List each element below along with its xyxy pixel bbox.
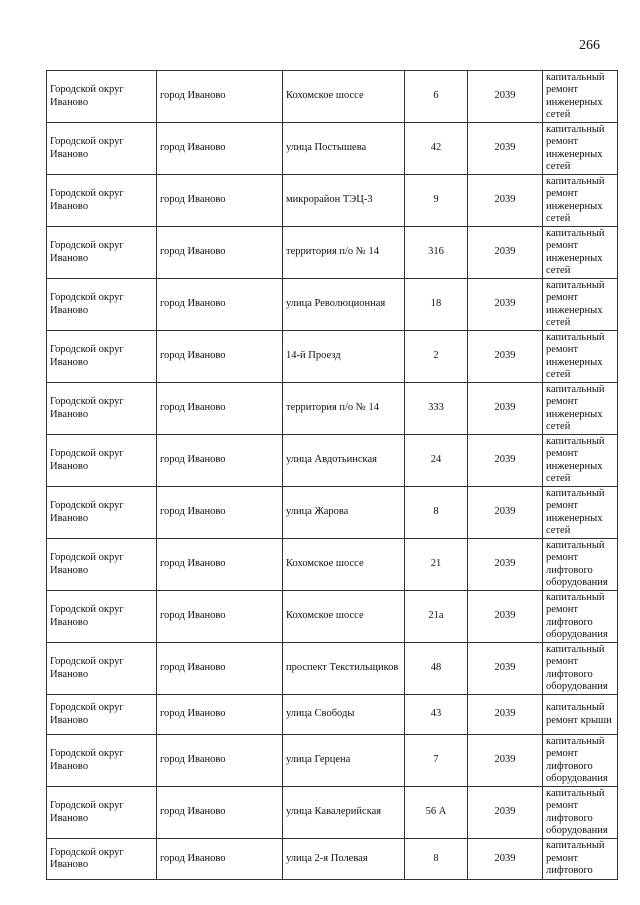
cell-street: улица Герцена <box>283 735 405 787</box>
page-number: 266 <box>579 38 600 53</box>
cell-street: улица Революционная <box>283 279 405 331</box>
cell-work: капитальный ремонт инженерных сетей <box>543 123 618 175</box>
table-row <box>47 123 618 175</box>
cell-work: капитальный ремонт инженерных сетей <box>543 71 618 123</box>
table-row <box>47 435 618 487</box>
cell-street: микрорайон ТЭЦ-3 <box>283 175 405 227</box>
cell-city: город Иваново <box>157 383 283 435</box>
cell-work: капитальный ремонт инженерных сетей <box>543 227 618 279</box>
cell-work: капитальный ремонт инженерных сетей <box>543 279 618 331</box>
cell-city: город Иваново <box>157 643 283 695</box>
table-row <box>47 839 618 880</box>
cell-year: 2039 <box>468 383 543 435</box>
cell-okrug: Городской округ Иваново <box>47 383 157 435</box>
cell-okrug: Городской округ Иваново <box>47 839 157 880</box>
cell-okrug: Городской округ Иваново <box>47 735 157 787</box>
table-row <box>47 787 618 839</box>
cell-work: капитальный ремонт лифтового оборудования <box>543 539 618 591</box>
cell-work: капитальный ремонт лифтового <box>543 839 618 880</box>
cell-street: улица 2-я Полевая <box>283 839 405 880</box>
table-row <box>47 227 618 279</box>
cell-okrug: Городской округ Иваново <box>47 71 157 123</box>
cell-year: 2039 <box>468 487 543 539</box>
cell-street: 14-й Проезд <box>283 331 405 383</box>
housing-repair-table <box>46 70 618 880</box>
cell-street: улица Постышева <box>283 123 405 175</box>
cell-okrug: Городской округ Иваново <box>47 227 157 279</box>
cell-okrug: Городской округ Иваново <box>47 695 157 735</box>
cell-year: 2039 <box>468 695 543 735</box>
cell-house: 43 <box>405 695 468 735</box>
cell-house: 2 <box>405 331 468 383</box>
cell-city: город Иваново <box>157 435 283 487</box>
cell-house: 21 <box>405 539 468 591</box>
cell-street: улица Кавалерийская <box>283 787 405 839</box>
cell-city: город Иваново <box>157 695 283 735</box>
cell-year: 2039 <box>468 71 543 123</box>
cell-street: территория п/о № 14 <box>283 383 405 435</box>
cell-year: 2039 <box>468 227 543 279</box>
cell-house: 8 <box>405 839 468 880</box>
cell-year: 2039 <box>468 591 543 643</box>
cell-work: капитальный ремонт инженерных сетей <box>543 383 618 435</box>
cell-okrug: Городской округ Иваново <box>47 435 157 487</box>
cell-year: 2039 <box>468 643 543 695</box>
table-row <box>47 539 618 591</box>
table-row <box>47 383 618 435</box>
cell-house: 48 <box>405 643 468 695</box>
cell-work: капитальный ремонт лифтового оборудования <box>543 643 618 695</box>
cell-city: город Иваново <box>157 539 283 591</box>
cell-year: 2039 <box>468 735 543 787</box>
cell-okrug: Городской округ Иваново <box>47 487 157 539</box>
cell-street: Кохомское шоссе <box>283 71 405 123</box>
cell-okrug: Городской округ Иваново <box>47 787 157 839</box>
cell-house: 21а <box>405 591 468 643</box>
cell-house: 7 <box>405 735 468 787</box>
table-row <box>47 71 618 123</box>
cell-house: 8 <box>405 487 468 539</box>
cell-year: 2039 <box>468 331 543 383</box>
cell-house: 56 А <box>405 787 468 839</box>
table-row <box>47 175 618 227</box>
cell-house: 18 <box>405 279 468 331</box>
cell-work: капитальный ремонт инженерных сетей <box>543 175 618 227</box>
cell-work: капитальный ремонт инженерных сетей <box>543 331 618 383</box>
cell-street: улица Авдотьинская <box>283 435 405 487</box>
cell-okrug: Городской округ Иваново <box>47 279 157 331</box>
cell-city: город Иваново <box>157 227 283 279</box>
cell-house: 333 <box>405 383 468 435</box>
cell-city: город Иваново <box>157 175 283 227</box>
cell-city: город Иваново <box>157 279 283 331</box>
cell-street: Кохомское шоссе <box>283 591 405 643</box>
cell-okrug: Городской округ Иваново <box>47 643 157 695</box>
table-row <box>47 735 618 787</box>
cell-work: капитальный ремонт лифтового оборудования <box>543 787 618 839</box>
table-row <box>47 591 618 643</box>
table-body <box>47 71 618 880</box>
cell-okrug: Городской округ Иваново <box>47 591 157 643</box>
cell-city: город Иваново <box>157 787 283 839</box>
cell-year: 2039 <box>468 787 543 839</box>
cell-okrug: Городской округ Иваново <box>47 331 157 383</box>
cell-city: город Иваново <box>157 123 283 175</box>
cell-house: 42 <box>405 123 468 175</box>
cell-city: город Иваново <box>157 735 283 787</box>
cell-city: город Иваново <box>157 331 283 383</box>
cell-house: 6 <box>405 71 468 123</box>
cell-street: Кохомское шоссе <box>283 539 405 591</box>
cell-year: 2039 <box>468 279 543 331</box>
cell-street: проспект Текстильщиков <box>283 643 405 695</box>
cell-house: 9 <box>405 175 468 227</box>
cell-work: капитальный ремонт инженерных сетей <box>543 487 618 539</box>
cell-okrug: Городской округ Иваново <box>47 539 157 591</box>
cell-year: 2039 <box>468 539 543 591</box>
cell-house: 316 <box>405 227 468 279</box>
cell-okrug: Городской округ Иваново <box>47 175 157 227</box>
cell-street: территория п/о № 14 <box>283 227 405 279</box>
cell-work: капитальный ремонт лифтового оборудования <box>543 591 618 643</box>
cell-house: 24 <box>405 435 468 487</box>
cell-year: 2039 <box>468 839 543 880</box>
cell-city: город Иваново <box>157 839 283 880</box>
cell-city: город Иваново <box>157 71 283 123</box>
cell-year: 2039 <box>468 123 543 175</box>
table-row <box>47 695 618 735</box>
cell-okrug: Городской округ Иваново <box>47 123 157 175</box>
table-row <box>47 643 618 695</box>
table-row <box>47 487 618 539</box>
cell-city: город Иваново <box>157 591 283 643</box>
cell-work: капитальный ремонт лифтового оборудования <box>543 735 618 787</box>
cell-work: капитальный ремонт инженерных сетей <box>543 435 618 487</box>
cell-year: 2039 <box>468 435 543 487</box>
cell-city: город Иваново <box>157 487 283 539</box>
table-row <box>47 279 618 331</box>
cell-street: улица Свободы <box>283 695 405 735</box>
cell-work: капитальный ремонт крыши <box>543 695 618 735</box>
cell-year: 2039 <box>468 175 543 227</box>
cell-street: улица Жарова <box>283 487 405 539</box>
table-row <box>47 331 618 383</box>
